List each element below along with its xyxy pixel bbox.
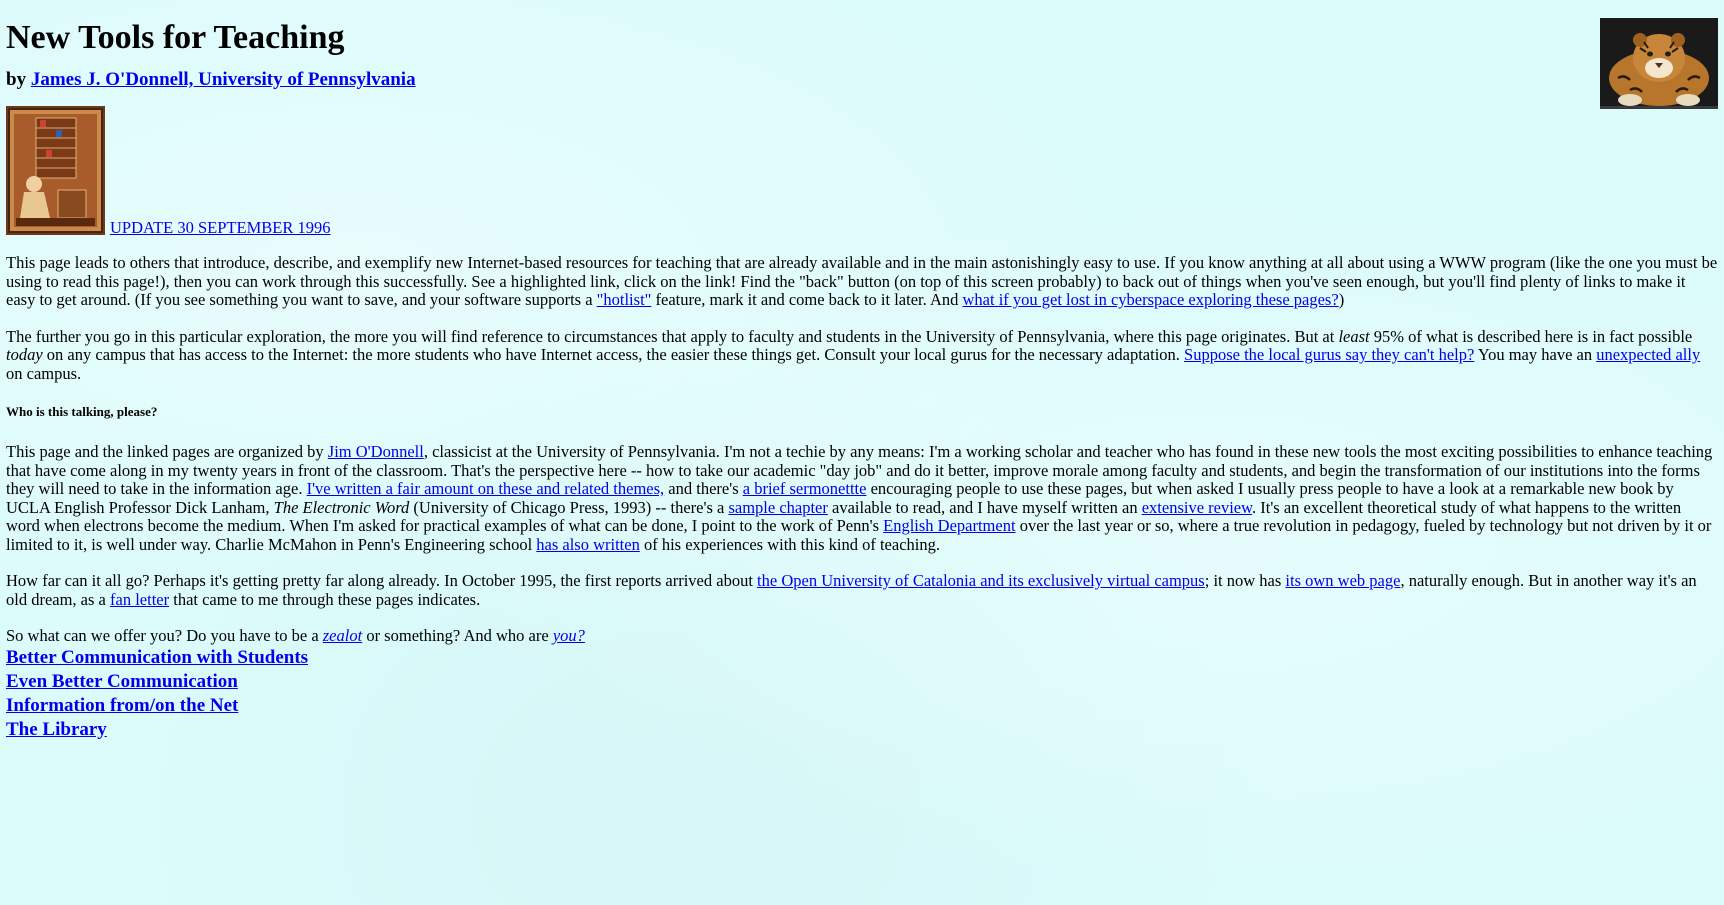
text: encouraging people to use these pages, but when asked I usually press people to have a look at a remarkable new book by UCLA English Professor Dick Lanham, xyxy=(6,479,1674,517)
jim-odonnell-link[interactable]: Jim O'Donnell xyxy=(327,442,424,461)
intro-paragraph xyxy=(6,254,1718,310)
text: . It's an excellent theoretical study of what happens to the written word when electrons become the medium. When I'm asked for practical examples of what can be done, I point to the work of Penn's xyxy=(6,497,1682,535)
author-link[interactable]: James J. O'Donnell, University of Pennsylvania xyxy=(30,69,416,90)
tiger-image xyxy=(1600,18,1718,109)
page-title: New Tools for Teaching xyxy=(6,19,345,56)
text: that came to me through these pages indicates. xyxy=(169,589,481,609)
local-gurus-link[interactable]: Suppose the local gurus say they can't help? xyxy=(1184,345,1475,364)
related-themes-link[interactable]: I've written a fair amount on these and related themes, xyxy=(306,479,665,498)
book-title: The Electronic Word xyxy=(273,497,410,517)
english-department-link[interactable]: English Department xyxy=(883,516,1016,535)
extensive-review-link[interactable]: extensive review xyxy=(1141,497,1252,517)
text: and there's xyxy=(664,479,743,498)
text: The further you go in this particular exploration, the more you will find reference to circumstances that apply to faculty and students in the University of Pennsylvania, where this page originates. But at xyxy=(6,326,1339,346)
section-heading xyxy=(6,694,1718,718)
information-net-link[interactable]: Information from/on the Net xyxy=(6,694,239,716)
unexpected-ally-link[interactable]: unexpected ally xyxy=(1596,345,1701,364)
text: 95% of what is described here is in fact possible xyxy=(1369,326,1693,346)
zealot-link[interactable]: zealot xyxy=(322,626,363,645)
sermonette-link[interactable]: a brief sermonettte xyxy=(742,479,867,498)
text: This page leads to others that introduce, describe, and exemplify new Internet-based resources for teaching that are already available and in the main astonishingly easy to use. If you know anything at all about using a WWW program (like the one you must be using to read this page!), then you can work through this successfully. See a highlighted link, click on the link! Find the "back" button (on top of this screen probably) to back out of things when you've seen enough, but you'll find plenty of links to make it easy to get around. (If you see something you want to save, and your software supports a xyxy=(6,253,1718,309)
text: ; it now has xyxy=(1204,571,1286,590)
section-heading xyxy=(6,670,1718,694)
text: This page and the linked pages are organized by xyxy=(6,442,328,461)
text: ) xyxy=(1338,290,1345,309)
hotlist-link[interactable]: "hotlist" xyxy=(596,290,652,309)
better-communication-link[interactable]: Better Communication with Students xyxy=(6,646,309,668)
lost-in-cyberspace-link[interactable]: what if you get lost in cyberspace exploring these pages? xyxy=(962,290,1339,309)
text: You may have an xyxy=(1474,345,1597,364)
manuscript-image xyxy=(6,106,105,235)
text: So what can we offer you? Do you have to be a xyxy=(6,626,323,645)
section-heading xyxy=(6,718,1718,742)
text: , classicist at the University of Pennsylvania. I'm not a techie by any means: I'm a working scholar and teacher who has found in these new tools the most exciting possibilities to enhance teaching that have come along in my twenty years in front of the classroom. That's the perspective here -- how to take our academic "day job" and do it better, improve morale among faculty and students, and begin the transformation of our institutions into the forms they will need to take in the information age. xyxy=(6,442,1713,498)
catalonia-paragraph xyxy=(6,572,1718,609)
text: (University of Chicago Press, 1993) -- there's a xyxy=(409,497,729,517)
author-paragraph xyxy=(6,443,1718,554)
emphasis: today xyxy=(6,345,43,364)
emphasis: least xyxy=(1338,326,1370,346)
text: or something? And who are xyxy=(362,626,553,645)
page-content xyxy=(6,0,1718,742)
text: available to read, and I have myself written an xyxy=(827,497,1142,517)
byline xyxy=(6,68,1718,92)
library-link[interactable]: The Library xyxy=(6,718,107,740)
update-row xyxy=(6,106,1718,238)
penn-paragraph xyxy=(6,328,1718,384)
text: on campus. xyxy=(6,363,82,383)
open-university-link[interactable]: the Open University of Catalonia and its exclusively virtual campus xyxy=(757,571,1205,590)
text: How far can it all go? Perhaps it's getting pretty far along already. In October 1995, the first reports arrived about xyxy=(6,571,758,590)
has-also-written-link[interactable]: has also written xyxy=(536,534,640,554)
text: of his experiences with this kind of teaching. xyxy=(639,534,940,554)
text: , naturally enough. But in another way it's an old dream, as a xyxy=(6,571,1697,609)
text: feature, mark it and come back to it later. And xyxy=(651,290,963,309)
you-link[interactable]: you? xyxy=(552,626,585,645)
section-heading xyxy=(6,646,1718,670)
sample-chapter-link[interactable]: sample chapter xyxy=(728,497,828,517)
text: on any campus that has access to the Internet: the more students who have Internet access, the easier these things get. Consult your local gurus for the necessary adaptation. xyxy=(42,345,1185,364)
text: over the last year or so, where a true revolution in pedagogy, fueled by technology but not driven by it or limited to it, is well under way. Charlie McMahon in Penn's Engineering school xyxy=(6,516,1712,554)
offer-paragraph xyxy=(6,627,1718,646)
fan-letter-link[interactable]: fan letter xyxy=(110,589,170,609)
who-heading: Who is this talking, please? xyxy=(6,404,158,419)
byline-prefix: by xyxy=(6,69,31,90)
update-link[interactable]: UPDATE 30 SEPTEMBER 1996 xyxy=(110,218,331,237)
own-web-page-link[interactable]: its own web page xyxy=(1285,571,1401,590)
even-better-communication-link[interactable]: Even Better Communication xyxy=(6,670,238,692)
